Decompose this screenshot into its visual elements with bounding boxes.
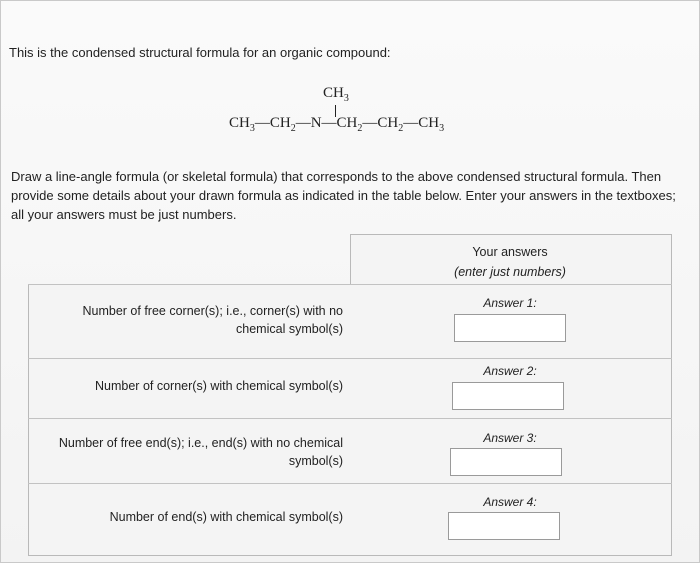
question-1: Number of free corner(s); i.e., corner(s) with no chemical symbol(s) [82,304,343,336]
row-divider [28,358,672,359]
instructions-text: Draw a line-angle formula (or skeletal formula) that corresponds to the above condensed structural formula. Then provide some details about your drawn formula as indicated in the table below. Enter your answers in the textboxes; all your answers must be just numbers. [11,169,676,222]
answer-table [28,234,673,556]
row-divider [28,483,672,484]
question-3: Number of free end(s); i.e., end(s) with no chemical symbol(s) [58,436,343,468]
answer-1-input[interactable] [454,314,566,342]
answer-2-label: Answer 2: [483,364,537,378]
answer-4-label: Answer 4: [483,495,537,509]
branch-ch3: $CH_3$ [323,85,349,104]
answer-2-input[interactable] [452,382,564,410]
question-4: Number of end(s) with chemical symbol(s) [109,510,343,524]
row-divider [28,418,672,419]
condensed-formula [229,85,489,155]
intro-text: This is the condensed structural formula for an organic compound: [9,45,391,60]
answer-4-input[interactable] [448,512,560,540]
main-chain: $CH_3—CH_2—N—CH_2—CH_2—CH_3$ [229,115,445,134]
answer-1-label: Answer 1: [483,296,537,310]
question-2: Number of corner(s) with chemical symbol(s) [95,379,343,393]
answers-header-sub: (enter just numbers) [454,265,566,279]
answer-3-input[interactable] [450,448,562,476]
answers-header [350,242,670,282]
row-divider [28,284,672,285]
answers-header-title: Your answers [472,245,548,259]
answer-3-label: Answer 3: [483,431,537,445]
